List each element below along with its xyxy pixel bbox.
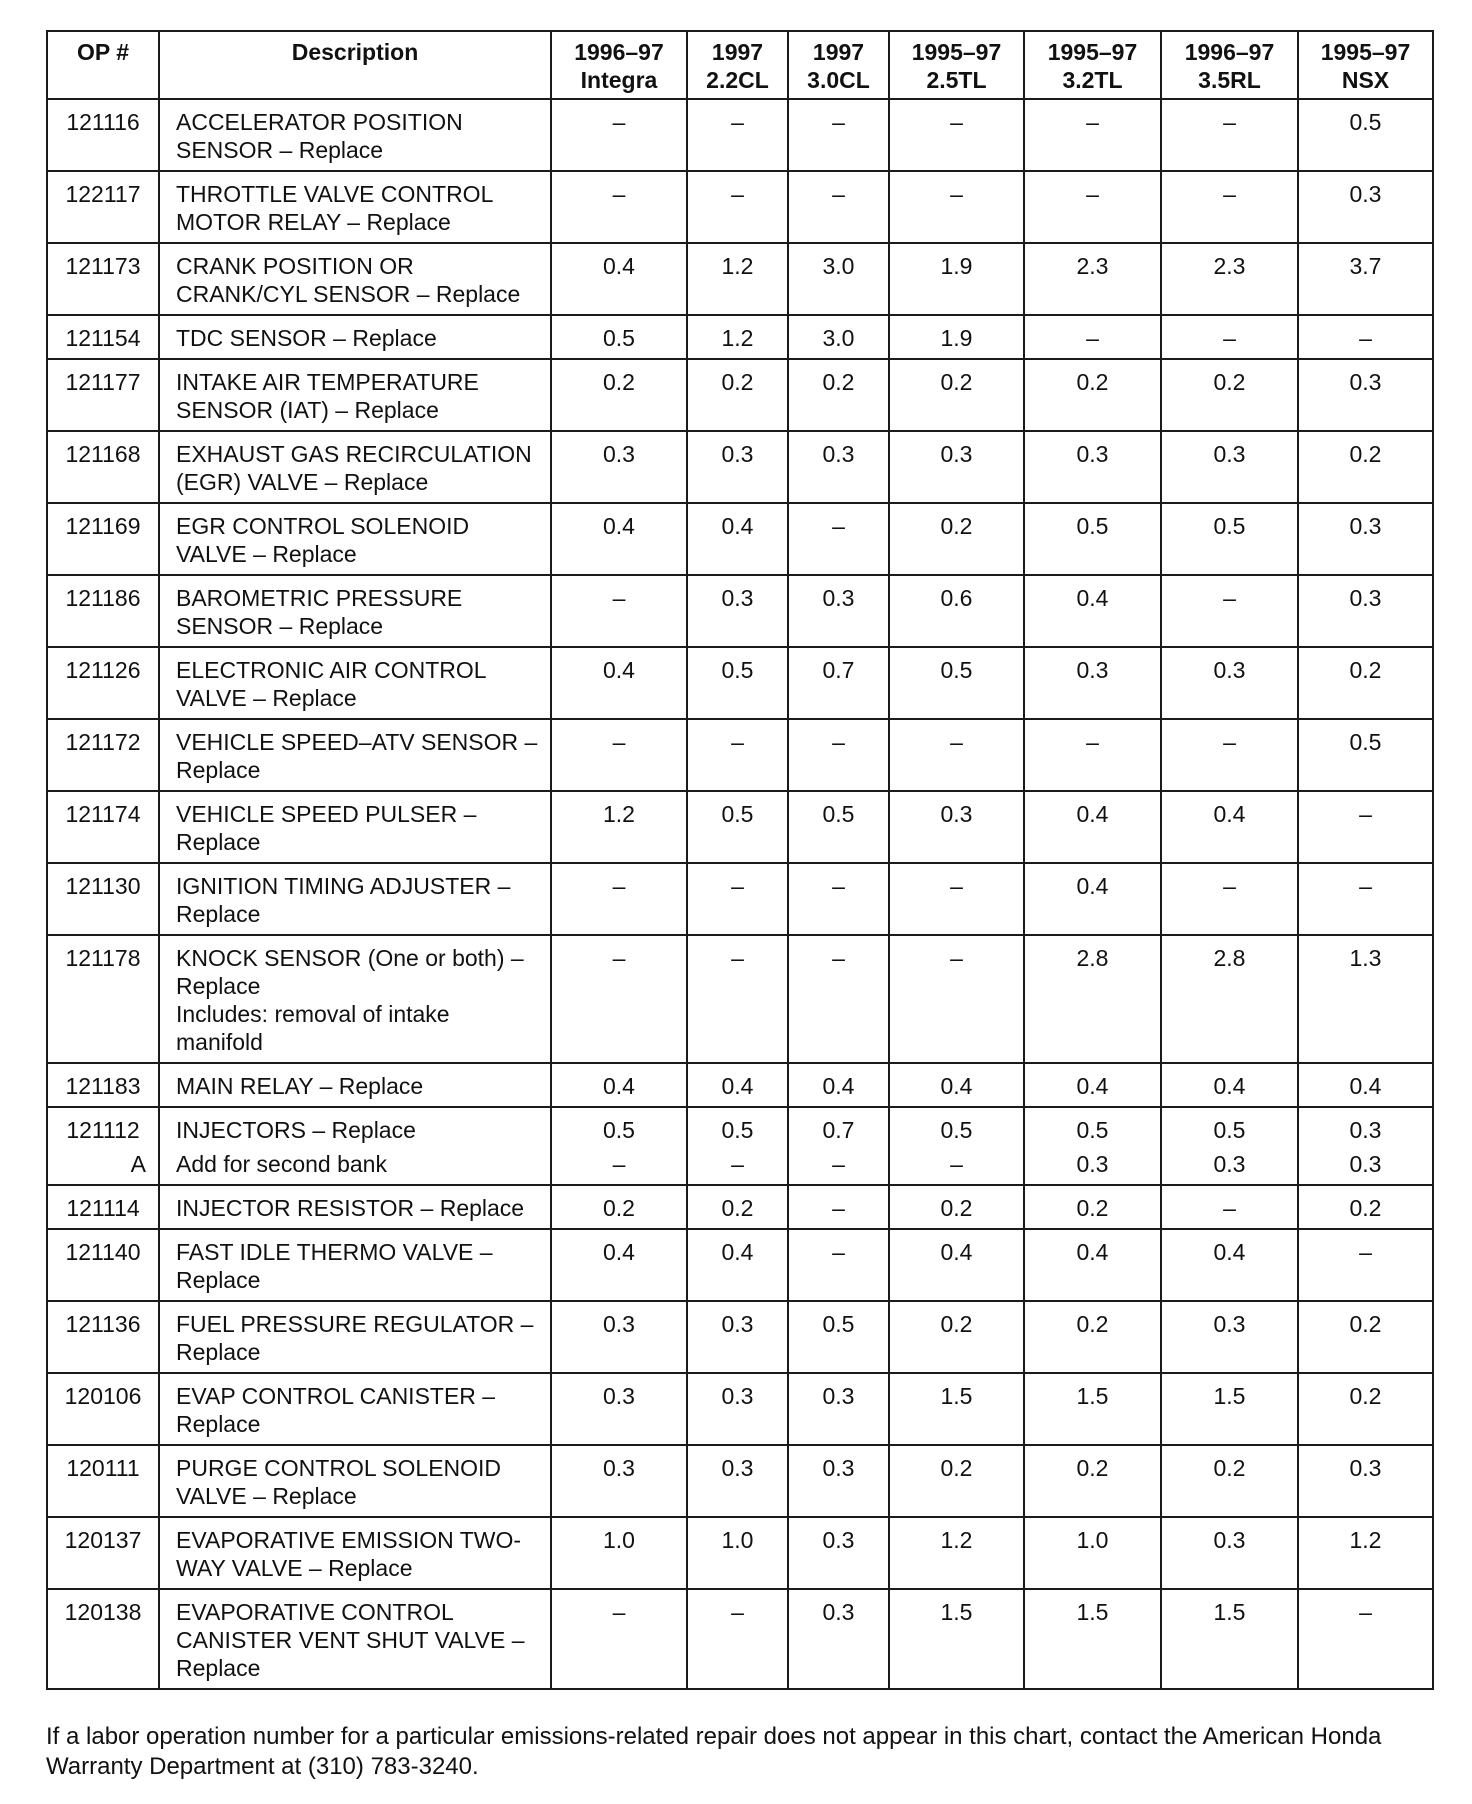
labor-time-cell: – [788, 171, 889, 243]
op-number: 121169 [47, 503, 159, 575]
labor-time-cell: 0.3 [1161, 1517, 1298, 1589]
labor-time-cell: 0.3 [788, 1517, 889, 1589]
labor-time-cell: 0.2 [1024, 1301, 1161, 1373]
labor-time-cell: 0.3 [1298, 359, 1433, 431]
header-nsx: 1995–97 NSX [1298, 31, 1433, 99]
labor-time-cell: 0.2 [1024, 359, 1161, 431]
labor-time-cell: 0.2 [889, 503, 1024, 575]
labor-operations-table [46, 30, 1434, 1690]
labor-time-cell: 0.3 [551, 1301, 687, 1373]
header-2-2cl: 1997 2.2CL [687, 31, 788, 99]
op-number: 121154 [47, 315, 159, 359]
labor-time-cell: 0.3 [1161, 431, 1298, 503]
table-row [47, 1517, 1433, 1589]
description: EXHAUST GAS RECIRCULATION (EGR) VALVE – Replace [159, 431, 551, 503]
labor-time-cell: 0.3 [687, 1301, 788, 1373]
labor-time-cell: – [788, 99, 889, 171]
labor-time-cell: 0.4 [687, 1229, 788, 1301]
labor-time-cell: 2.8 [1161, 935, 1298, 1063]
op-number: 121174 [47, 791, 159, 863]
table-row [47, 575, 1433, 647]
labor-time-cell: 1.5 [1024, 1589, 1161, 1689]
table-row [47, 1445, 1433, 1517]
labor-time-cell: 0.5 – [687, 1107, 788, 1185]
table-row [47, 243, 1433, 315]
labor-time-cell: 0.6 [889, 575, 1024, 647]
labor-time-cell: 0.5 – [889, 1107, 1024, 1185]
labor-operations-document [46, 30, 1432, 1690]
labor-time-cell: – [889, 863, 1024, 935]
labor-time-cell: 0.2 [788, 359, 889, 431]
description: VEHICLE SPEED–ATV SENSOR – Replace [159, 719, 551, 791]
labor-time-cell: – [889, 719, 1024, 791]
labor-time-cell: 0.5 [788, 791, 889, 863]
labor-time-cell: 0.3 [1298, 503, 1433, 575]
labor-time-cell: 0.3 [687, 1373, 788, 1445]
labor-time-cell: – [551, 935, 687, 1063]
sub-labor-time: 0.3 [1213, 1151, 1246, 1177]
op-number: 121116 [47, 99, 159, 171]
labor-time-cell: – [788, 935, 889, 1063]
description: MAIN RELAY – Replace [159, 1063, 551, 1107]
labor-time-cell: 0.4 [1161, 791, 1298, 863]
labor-time-cell: – [687, 863, 788, 935]
labor-time-cell: 0.3 [1024, 647, 1161, 719]
labor-time-cell: 0.2 [687, 359, 788, 431]
labor-time-cell: 0.4 [1298, 1063, 1433, 1107]
labor-time-cell: 0.2 [1298, 1185, 1433, 1229]
labor-time-cell: 0.2 [551, 359, 687, 431]
header-op: OP # [47, 31, 159, 99]
op-number: 121173 [47, 243, 159, 315]
labor-time-cell: 0.5 0.3 [1161, 1107, 1298, 1185]
labor-time-cell: 0.5 [687, 791, 788, 863]
labor-time-cell: 0.5 [1161, 503, 1298, 575]
labor-time-cell: 0.5 [889, 647, 1024, 719]
labor-time-cell: 0.2 [687, 1185, 788, 1229]
sub-labor-time: 0.3 [1349, 1151, 1382, 1177]
op-number: 121177 [47, 359, 159, 431]
labor-time-cell: 0.7 – [788, 1107, 889, 1185]
description: ACCELERATOR POSITION SENSOR – Replace [159, 99, 551, 171]
labor-time-cell: – [551, 1589, 687, 1689]
labor-time-cell: 0.5 [551, 315, 687, 359]
labor-time-cell: 0.2 [1024, 1445, 1161, 1517]
labor-time-cell: 3.7 [1298, 243, 1433, 315]
labor-time-cell: 1.3 [1298, 935, 1433, 1063]
labor-time-cell: 0.4 [551, 1229, 687, 1301]
footnote: If a labor operation number for a particular emissions-related repair does not appear in this chart, contact the American Honda Warranty Department at (310) 783-3240. [46, 1723, 1382, 1780]
labor-time-cell: – [889, 171, 1024, 243]
table-row [47, 315, 1433, 359]
description: KNOCK SENSOR (One or both) – Replace Includes: removal of intake manifold [159, 935, 551, 1063]
labor-time-cell: 0.5 [1298, 99, 1433, 171]
table-row [47, 791, 1433, 863]
op-number: 121186 [47, 575, 159, 647]
labor-time-cell: – [1161, 99, 1298, 171]
op-number: 120137 [47, 1517, 159, 1589]
table-body [47, 99, 1433, 1689]
labor-time-cell: 0.4 [889, 1063, 1024, 1107]
table-row [47, 1229, 1433, 1301]
sub-labor-time: – [612, 1151, 626, 1177]
table-row [47, 503, 1433, 575]
description: INJECTORS – Replace Add for second bank [159, 1107, 551, 1185]
sub-description: Add for second bank [176, 1151, 387, 1177]
labor-time-cell: 0.3 [551, 431, 687, 503]
labor-time-cell: 0.3 [1298, 1445, 1433, 1517]
description: TDC SENSOR – Replace [159, 315, 551, 359]
sub-labor-time: – [731, 1151, 744, 1177]
labor-time-cell: 0.5 [1298, 719, 1433, 791]
labor-time-cell: 0.4 [1024, 863, 1161, 935]
labor-time-cell: – [1024, 171, 1161, 243]
labor-time-cell: 0.5 [1024, 503, 1161, 575]
labor-time-cell: – [889, 935, 1024, 1063]
labor-time-cell: 0.3 [788, 575, 889, 647]
labor-time-cell: 0.3 [687, 575, 788, 647]
op-number: 120106 [47, 1373, 159, 1445]
header-3-0cl: 1997 3.0CL [788, 31, 889, 99]
header-integra: 1996–97 Integra [551, 31, 687, 99]
labor-time-cell: 1.2 [551, 791, 687, 863]
labor-time-cell: 0.3 [1161, 1301, 1298, 1373]
labor-time-cell: 0.3 [788, 1445, 889, 1517]
labor-time-cell: – [1024, 99, 1161, 171]
labor-time-cell: 1.0 [687, 1517, 788, 1589]
description: FAST IDLE THERMO VALVE – Replace [159, 1229, 551, 1301]
labor-time-cell: 0.3 [1298, 575, 1433, 647]
description: THROTTLE VALVE CONTROL MOTOR RELAY – Replace [159, 171, 551, 243]
op-number: 121172 [47, 719, 159, 791]
labor-time-cell: – [1161, 171, 1298, 243]
labor-time-cell: – [687, 171, 788, 243]
labor-time-cell: 0.4 [1024, 1063, 1161, 1107]
labor-time-cell: 0.3 [687, 1445, 788, 1517]
labor-time-cell: 0.4 [1161, 1063, 1298, 1107]
labor-time-cell: 0.3 [551, 1445, 687, 1517]
description: FUEL PRESSURE REGULATOR – Replace [159, 1301, 551, 1373]
labor-time-cell: 2.8 [1024, 935, 1161, 1063]
labor-time-cell: 0.2 [1298, 1373, 1433, 1445]
op-number: 122117 [47, 171, 159, 243]
labor-time-cell: – [788, 1185, 889, 1229]
table-row [47, 719, 1433, 791]
labor-time-cell: 0.4 [1024, 791, 1161, 863]
labor-time-cell: – [551, 171, 687, 243]
labor-time-cell: 1.0 [1024, 1517, 1161, 1589]
header-3-5rl: 1996–97 3.5RL [1161, 31, 1298, 99]
labor-time-cell: 0.2 [1298, 1301, 1433, 1373]
description: EVAPORATIVE EMISSION TWO-WAY VALVE – Replace [159, 1517, 551, 1589]
labor-time-cell: – [687, 99, 788, 171]
op-number: 120138 [47, 1589, 159, 1689]
sub-labor-time: – [950, 1151, 963, 1177]
labor-time-cell: 1.9 [889, 315, 1024, 359]
labor-time-cell: – [1298, 315, 1433, 359]
labor-time-cell: – [1298, 1589, 1433, 1689]
labor-time-cell: 0.4 [551, 243, 687, 315]
description: EVAP CONTROL CANISTER – Replace [159, 1373, 551, 1445]
labor-time-cell: 0.2 [889, 359, 1024, 431]
description: IGNITION TIMING ADJUSTER – Replace [159, 863, 551, 935]
description-note: Includes: removal of intake manifold [176, 1001, 450, 1055]
header-row [47, 31, 1433, 99]
table-row [47, 1589, 1433, 1689]
labor-time-cell: 0.3 [687, 431, 788, 503]
description: EVAPORATIVE CONTROL CANISTER VENT SHUT VALVE – Replace [159, 1589, 551, 1689]
labor-time-cell: 0.2 [889, 1301, 1024, 1373]
labor-time-cell: 0.4 [1024, 1229, 1161, 1301]
op-number: 120111 [47, 1445, 159, 1517]
table-row [47, 359, 1433, 431]
labor-time-cell: 1.5 [889, 1589, 1024, 1689]
labor-time-cell: 1.2 [1298, 1517, 1433, 1589]
labor-time-cell: 3.0 [788, 243, 889, 315]
op-number: 121140 [47, 1229, 159, 1301]
labor-time-cell: 0.4 [687, 1063, 788, 1107]
labor-time-cell: 0.3 [1298, 171, 1433, 243]
labor-time-cell: – [551, 719, 687, 791]
labor-time-cell: – [551, 99, 687, 171]
op-number: 121112 A [47, 1107, 159, 1185]
labor-time-cell: – [788, 863, 889, 935]
table-row [47, 1373, 1433, 1445]
table-row [47, 431, 1433, 503]
labor-time-cell: – [1024, 719, 1161, 791]
labor-time-cell: 0.4 [1161, 1229, 1298, 1301]
labor-time-cell: 0.2 [551, 1185, 687, 1229]
labor-time-cell: – [788, 1229, 889, 1301]
labor-time-cell: 0.2 [1161, 359, 1298, 431]
sub-labor-time: – [832, 1151, 845, 1177]
labor-time-cell: – [1161, 575, 1298, 647]
labor-time-cell: 0.3 [1024, 431, 1161, 503]
op-number: 121183 [47, 1063, 159, 1107]
table-row [47, 647, 1433, 719]
description: VEHICLE SPEED PULSER – Replace [159, 791, 551, 863]
labor-time-cell: 0.2 [1161, 1445, 1298, 1517]
table-row [47, 1107, 1433, 1185]
labor-time-cell: – [1298, 791, 1433, 863]
table-row [47, 1063, 1433, 1107]
labor-time-cell: – [889, 99, 1024, 171]
labor-time-cell: 0.4 [687, 503, 788, 575]
labor-time-cell: 0.3 [788, 1589, 889, 1689]
table-row [47, 1301, 1433, 1373]
labor-time-cell: 0.4 [889, 1229, 1024, 1301]
labor-time-cell: 0.3 [1161, 647, 1298, 719]
labor-time-cell: 0.4 [788, 1063, 889, 1107]
sub-op-number: A [130, 1151, 146, 1177]
labor-time-cell: – [551, 575, 687, 647]
labor-time-cell: 0.5 [788, 1301, 889, 1373]
labor-time-cell: 2.3 [1024, 243, 1161, 315]
table-row [47, 863, 1433, 935]
op-number: 121114 [47, 1185, 159, 1229]
labor-time-cell: 0.2 [889, 1185, 1024, 1229]
description: BAROMETRIC PRESSURE SENSOR – Replace [159, 575, 551, 647]
table-row [47, 99, 1433, 171]
description: INJECTOR RESISTOR – Replace [159, 1185, 551, 1229]
labor-time-cell: 1.2 [687, 315, 788, 359]
labor-time-cell: – [1298, 863, 1433, 935]
table-row [47, 935, 1433, 1063]
labor-time-cell: 0.5 – [551, 1107, 687, 1185]
description: PURGE CONTROL SOLENOID VALVE – Replace [159, 1445, 551, 1517]
description: EGR CONTROL SOLENOID VALVE – Replace [159, 503, 551, 575]
labor-time-cell: – [687, 1589, 788, 1689]
labor-time-cell: – [1161, 1185, 1298, 1229]
op-number: 121178 [47, 935, 159, 1063]
labor-time-cell: – [1161, 863, 1298, 935]
table-row [47, 171, 1433, 243]
labor-time-cell: – [1161, 719, 1298, 791]
labor-time-cell: 1.5 [1024, 1373, 1161, 1445]
labor-time-cell: – [551, 863, 687, 935]
labor-time-cell: – [788, 503, 889, 575]
table-row [47, 1185, 1433, 1229]
labor-time-cell: 1.2 [687, 243, 788, 315]
labor-time-cell: 0.7 [788, 647, 889, 719]
labor-time-cell: – [1024, 315, 1161, 359]
labor-time-cell: 1.5 [1161, 1373, 1298, 1445]
labor-time-cell: 1.9 [889, 243, 1024, 315]
labor-time-cell: 0.4 [1024, 575, 1161, 647]
op-number: 121168 [47, 431, 159, 503]
labor-time-cell: 1.0 [551, 1517, 687, 1589]
labor-time-cell: – [687, 935, 788, 1063]
labor-time-cell: 0.2 [1024, 1185, 1161, 1229]
labor-time-cell: 2.3 [1161, 243, 1298, 315]
labor-time-cell: 0.5 0.3 [1024, 1107, 1161, 1185]
header-2-5tl: 1995–97 2.5TL [889, 31, 1024, 99]
labor-time-cell: 1.5 [889, 1373, 1024, 1445]
description: CRANK POSITION OR CRANK/CYL SENSOR – Replace [159, 243, 551, 315]
labor-time-cell: 1.5 [1161, 1589, 1298, 1689]
op-number: 121136 [47, 1301, 159, 1373]
labor-time-cell: 0.3 [551, 1373, 687, 1445]
labor-time-cell: 0.3 [788, 1373, 889, 1445]
labor-time-cell: – [1161, 315, 1298, 359]
description: INTAKE AIR TEMPERATURE SENSOR (IAT) – Replace [159, 359, 551, 431]
labor-time-cell: 0.4 [551, 647, 687, 719]
header-3-2tl: 1995–97 3.2TL [1024, 31, 1161, 99]
sub-labor-time: 0.3 [1076, 1151, 1109, 1177]
labor-time-cell: 0.3 [889, 431, 1024, 503]
labor-time-cell: 1.2 [889, 1517, 1024, 1589]
labor-time-cell: 0.2 [1298, 431, 1433, 503]
labor-time-cell: – [687, 719, 788, 791]
op-number: 121126 [47, 647, 159, 719]
labor-time-cell: 0.3 [788, 431, 889, 503]
labor-time-cell: 0.4 [551, 503, 687, 575]
labor-time-cell: 0.4 [551, 1063, 687, 1107]
labor-time-cell: 0.3 [889, 791, 1024, 863]
header-description: Description [159, 31, 551, 99]
description: ELECTRONIC AIR CONTROL VALVE – Replace [159, 647, 551, 719]
labor-time-cell: – [1298, 1229, 1433, 1301]
labor-time-cell: 0.2 [889, 1445, 1024, 1517]
labor-time-cell: 3.0 [788, 315, 889, 359]
labor-time-cell: 0.2 [1298, 647, 1433, 719]
labor-time-cell: – [788, 719, 889, 791]
labor-time-cell: 0.3 0.3 [1298, 1107, 1433, 1185]
op-number: 121130 [47, 863, 159, 935]
labor-time-cell: 0.5 [687, 647, 788, 719]
